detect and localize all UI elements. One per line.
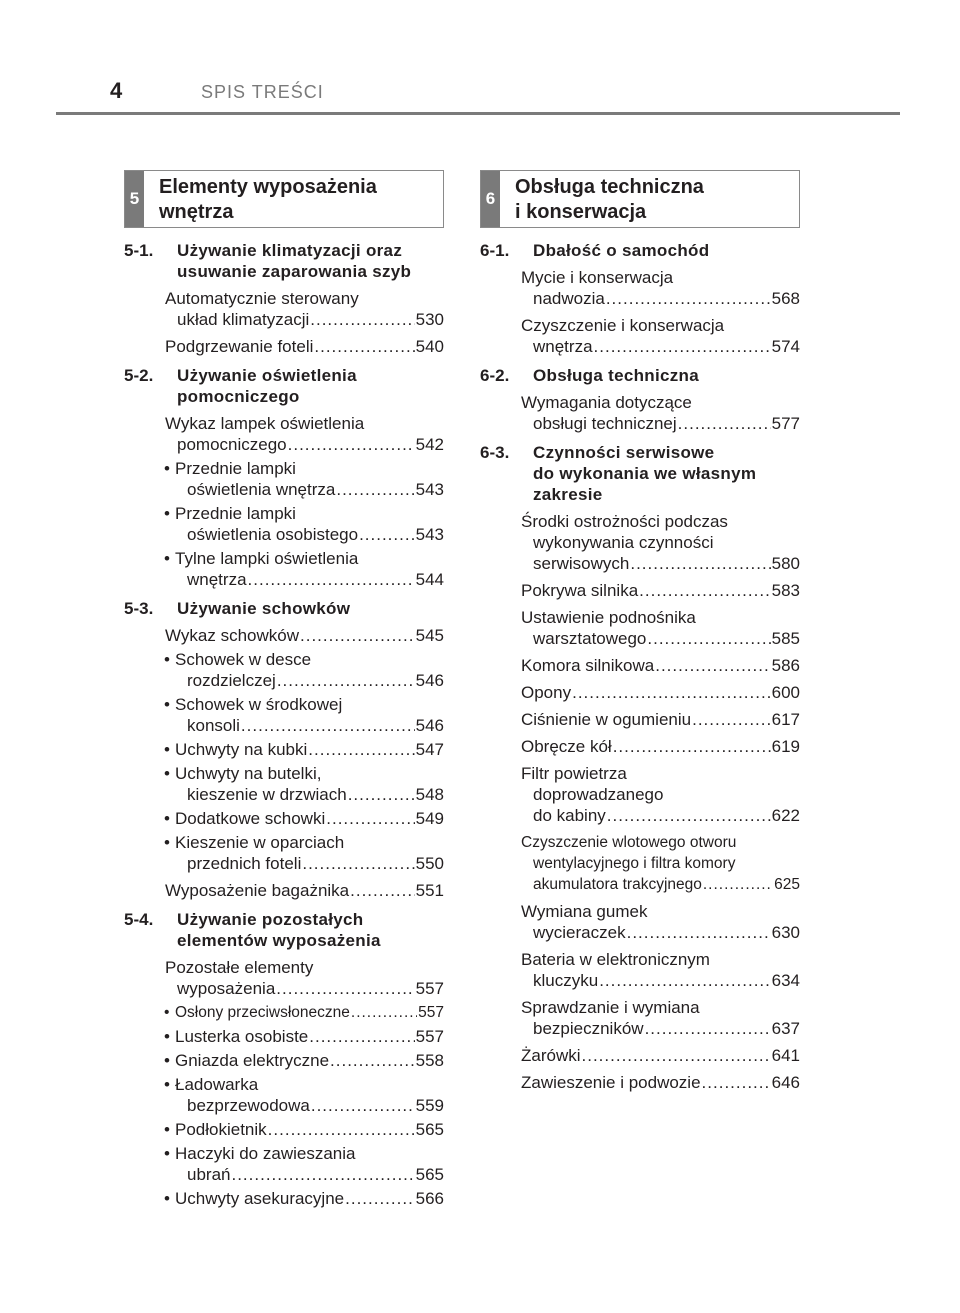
entry-line [165,413,444,434]
page-reference: 625 [774,876,800,893]
page-reference: 551 [415,881,444,900]
toc-entry [164,458,444,500]
dot-leader [655,655,770,676]
entry-line [165,957,444,978]
page-number: 4 [110,78,123,103]
entry-text: wyposażenia [177,979,276,998]
entry-line [521,315,800,336]
entry-text: wykonywania czynności [533,533,714,552]
toc-entry [521,901,800,943]
page-reference: 540 [415,337,444,356]
entry-line [521,288,800,309]
page-reference: 530 [415,310,444,329]
entry-text: konsoli [187,716,240,735]
dot-leader [645,1018,771,1039]
toc-entry [165,880,444,901]
entry-line [175,548,444,569]
entry-text: obsługi technicznej [533,414,677,433]
entry-text: Obręcze kół [521,737,612,756]
entry-line [521,949,800,970]
page-reference: 565 [415,1120,444,1139]
chapter-number: 6-1. [480,241,510,260]
toc-entry [521,580,800,601]
page-reference: 600 [771,683,800,702]
page-reference: 546 [415,671,444,690]
dot-leader [277,670,415,691]
bullet-icon: • [164,504,170,523]
entry-line [165,434,444,455]
entry-line [521,392,800,413]
entry-text: bezprzewodowa [187,1096,310,1115]
entry-line [175,832,444,853]
page-reference: 550 [415,854,444,873]
page-reference: 574 [771,337,800,356]
dot-leader [599,970,770,991]
dot-leader [613,736,771,757]
entry-text: rozdzielczej [187,671,276,690]
dot-leader [345,1188,415,1209]
entry-line [521,736,800,757]
entry-text: akumulatora trakcyjnego [533,876,702,893]
entry-line [175,1002,444,1023]
entry-line [175,1119,444,1140]
toc-entry [164,649,444,691]
page-reference: 580 [771,554,800,573]
toc-entry [164,1002,444,1023]
toc-entry [521,511,800,574]
entry-text: pomocniczego [177,435,287,454]
entry-text: kluczyku [533,971,599,990]
entry-line [521,413,800,434]
entry-text: Uchwyty asekuracyjne [175,1189,345,1208]
entry-line [175,479,444,500]
toc-entry [521,1045,800,1066]
dot-leader [348,784,415,805]
entry-text: Podgrzewanie foteli [165,337,314,356]
page-reference: 622 [771,806,800,825]
entry-text: Wykaz schowków [165,626,299,645]
toc-entry [165,413,444,455]
entry-line [521,1072,800,1093]
toc-entry [521,997,800,1039]
entry-text: Komora silnikowa [521,656,655,675]
entry-text: nadwozia [533,289,605,308]
chapter-heading [124,909,444,951]
entry-text: Ciśnienie w ogumieniu [521,710,692,729]
entry-text: układ klimatyzacji [177,310,310,329]
chapter-title: Używanie oświetlenia pomocniczego [177,366,357,406]
chapter-number: 6-2. [480,366,510,385]
toc-entry [165,625,444,646]
dot-leader [336,479,414,500]
entry-line [521,832,800,853]
dot-leader [302,853,414,874]
bullet-icon: • [164,1027,170,1046]
entry-text: bezpieczników [533,1019,644,1038]
section-number-tab: 5 [125,171,144,227]
chapter-heading [124,240,444,282]
entry-text: Wymiana gumek [521,902,648,921]
entry-line [165,336,444,357]
dot-leader [308,739,414,760]
entry-line [165,880,444,901]
page-reference: 557 [415,1027,444,1046]
entry-line [521,607,800,628]
toc-entry [165,336,444,357]
entry-line [521,997,800,1018]
toc-entry [521,736,800,757]
dot-leader [702,1072,771,1093]
entry-text: Żarówki [521,1046,581,1065]
entry-text: Pokrywa silnika [521,581,639,600]
toc-entry [521,763,800,826]
chapter-title: Używanie schowków [177,599,351,618]
dot-leader [692,709,771,730]
dot-leader [309,1026,414,1047]
toc-entry [521,1072,800,1093]
page-reference: 565 [415,1165,444,1184]
toc-column-section-6 [480,170,800,1093]
dot-leader [582,1045,771,1066]
toc-entry [521,267,800,309]
dot-leader [572,682,771,703]
page-title: SPIS TREŚCI [201,82,324,102]
page-reference: 543 [415,525,444,544]
section-title: Obsługa techniczna i konserwacja [515,176,704,223]
page-reference: 547 [415,740,444,759]
page-reference: 559 [415,1096,444,1115]
bullet-icon: • [164,459,170,478]
toc-entry [164,1188,444,1209]
entry-line [521,970,800,991]
toc-entry [164,503,444,545]
toc-entry [521,832,800,895]
entry-line [521,853,800,874]
entry-line [175,694,444,715]
entry-line [175,763,444,784]
entry-line [175,1143,444,1164]
page-reference: 637 [771,1019,800,1038]
entry-text: wentylacyjnego i filtra komory [533,855,736,872]
toc-entry [164,832,444,874]
dot-leader [276,978,414,999]
entry-text: ubrań [187,1165,231,1184]
toc-entry [164,694,444,736]
bullet-icon: • [164,1189,170,1208]
entry-text: Podłokietnik [175,1120,267,1139]
toc-entry [521,607,800,649]
chapter-heading [480,365,800,386]
dot-leader [350,880,414,901]
chapter-list [124,240,444,1209]
entry-text: Haczyki do zawieszania [175,1144,356,1163]
chapter-title: Czynności serwisowe do wykonania we własnym zakresie [533,443,757,504]
dot-leader [248,569,415,590]
dot-leader [300,625,415,646]
entry-line [175,1026,444,1047]
entry-text: Gniazda elektryczne [175,1051,330,1070]
dot-leader [703,874,773,895]
toc-entry [164,1074,444,1116]
entry-text: Czyszczenie wlotowego otworu [521,834,737,851]
entry-text: Wymagania dotyczące [521,393,692,412]
entry-text: Wyposażenie bagażnika [165,881,350,900]
page-reference: 630 [771,923,800,942]
entry-text: Pozostałe elementy [165,958,314,977]
page-reference: 546 [415,716,444,735]
entry-line [521,532,800,553]
chapter-title: Obsługa techniczna [533,366,699,385]
chapter-number: 6-3. [480,443,510,462]
bullet-icon: • [164,1120,170,1139]
toc-entry [165,288,444,330]
entry-text: wnętrza [533,337,593,356]
entry-line [165,288,444,309]
entry-text: Ładowarka [175,1075,259,1094]
entry-text: Czyszczenie i konserwacja [521,316,725,335]
dot-leader [607,805,771,826]
entry-text: Uchwyty na kubki [175,740,308,759]
entry-line [175,1095,444,1116]
entry-line [175,853,444,874]
toc-entry [165,957,444,999]
entry-line [175,458,444,479]
page-reference: 646 [771,1073,800,1092]
bullet-icon: • [164,1144,170,1163]
entry-text: Dodatkowe schowki [175,809,326,828]
page-reference: 558 [415,1051,444,1070]
toc-entry [164,763,444,805]
chapter-number: 5-4. [124,910,154,929]
toc-entry [521,682,800,703]
page-reference: 585 [771,629,800,648]
page-reference: 568 [771,289,800,308]
entry-line [165,978,444,999]
entry-text: Zawieszenie i podwozie [521,1073,701,1092]
page-reference: 557 [418,1004,444,1021]
entry-text: Środki ostrożności podczas [521,512,728,531]
entry-line [175,503,444,524]
page-reference: 548 [415,785,444,804]
entry-line [175,670,444,691]
toc-column-section-5 [124,170,444,1209]
dot-leader [310,309,414,330]
toc-entry [164,1143,444,1185]
entry-text: Filtr powietrza [521,764,627,783]
entry-line [175,715,444,736]
chapter-heading [480,240,800,261]
entry-text: oświetlenia wnętrza [187,480,336,499]
page-reference: 617 [771,710,800,729]
entry-line [521,763,800,784]
entry-line [521,628,800,649]
chapter-number: 5-1. [124,241,154,260]
bullet-icon: • [164,1004,170,1021]
entry-line [165,309,444,330]
dot-leader [647,628,770,649]
dot-leader [330,1050,415,1071]
section-number-tab: 6 [481,171,500,227]
toc-entry [521,949,800,991]
dot-leader [630,553,770,574]
dot-leader [606,288,771,309]
dot-leader [326,808,414,829]
page-reference: 542 [415,435,444,454]
toc-entry [521,709,800,730]
entry-text: oświetlenia osobistego [187,525,359,544]
page-header [0,0,960,120]
chapter-title: Używanie pozostałych elementów wyposażenia [177,910,381,950]
entry-line [175,1188,444,1209]
entry-text: Automatycznie sterowany [165,289,359,308]
entry-text: Mycie i konserwacja [521,268,674,287]
entry-text: Uchwyty na butelki, [175,764,322,783]
dot-leader [311,1095,415,1116]
page-reference: 557 [415,979,444,998]
bullet-icon: • [164,1075,170,1094]
page-reference: 566 [415,1189,444,1208]
dot-leader [359,524,415,545]
entry-line [521,901,800,922]
entry-text: Lusterka osobiste [175,1027,309,1046]
section-header [124,170,444,228]
entry-text: Wykaz lampek oświetlenia [165,414,365,433]
entry-line [521,511,800,532]
entry-line [165,625,444,646]
dot-leader [288,434,415,455]
entry-text: Przednie lampki [175,504,296,523]
entry-text: serwisowych [533,554,630,573]
bullet-icon: • [164,764,170,783]
entry-line [521,874,800,895]
bullet-icon: • [164,650,170,669]
entry-line [175,808,444,829]
entry-line [521,1018,800,1039]
entry-text: Schowek w środkowej [175,695,343,714]
entry-text: Przednie lampki [175,459,296,478]
toc-entry [164,808,444,829]
entry-line [175,524,444,545]
entry-text: Osłony przeciwsłoneczne [175,1004,350,1021]
entry-line [521,922,800,943]
entry-line [175,1050,444,1071]
entry-line [521,580,800,601]
entry-text: doprowadzanego [533,785,664,804]
entry-line [175,649,444,670]
bullet-icon: • [164,809,170,828]
page-reference: 577 [771,414,800,433]
entry-text: do kabiny [533,806,606,825]
entry-line [521,553,800,574]
chapter-list [480,240,800,1093]
page-reference: 641 [771,1046,800,1065]
entry-line [521,267,800,288]
section-title: Elementy wyposażenia wnętrza [159,176,377,223]
toc-entry [164,1050,444,1071]
dot-leader [314,336,414,357]
page-reference: 549 [415,809,444,828]
bullet-icon: • [164,1051,170,1070]
entry-text: Schowek w desce [175,650,312,669]
chapter-title: Używanie klimatyzacji oraz usuwanie zaparowania szyb [177,241,412,281]
entry-line [521,655,800,676]
page-reference: 543 [415,480,444,499]
toc-entry [164,1119,444,1140]
section-header [480,170,800,228]
chapter-number: 5-2. [124,366,154,385]
dot-leader [594,336,771,357]
entry-line [521,682,800,703]
dot-leader [241,715,415,736]
bullet-icon: • [164,695,170,714]
toc-entry [164,548,444,590]
entry-text: warsztatowego [533,629,647,648]
entry-text: wycieraczek [533,923,626,942]
entry-text: przednich foteli [187,854,302,873]
toc-entry [521,655,800,676]
entry-line [521,709,800,730]
entry-text: Sprawdzanie i wymiana [521,998,700,1017]
toc-entry [521,392,800,434]
dot-leader [639,580,770,601]
entry-line [521,784,800,805]
page-reference: 634 [771,971,800,990]
entry-line [521,336,800,357]
dot-leader [627,922,771,943]
entry-text: Kieszenie w oparciach [175,833,345,852]
entry-text: Bateria w elektronicznym [521,950,710,969]
dot-leader [268,1119,415,1140]
bullet-icon: • [164,549,170,568]
entry-line [175,569,444,590]
chapter-heading [480,442,800,505]
chapter-title: Dbałość o samochód [533,241,710,260]
bullet-icon: • [164,740,170,759]
entry-text: kieszenie w drzwiach [187,785,347,804]
page-reference: 619 [771,737,800,756]
entry-line [521,1045,800,1066]
dot-leader [678,413,771,434]
page-reference: 583 [771,581,800,600]
toc-entry [164,739,444,760]
entry-text: Tylne lampki oświetlenia [175,549,359,568]
page-reference: 586 [771,656,800,675]
entry-text: Ustawienie podnośnika [521,608,696,627]
entry-line [175,784,444,805]
chapter-heading [124,365,444,407]
toc-entry [521,315,800,357]
page-reference: 545 [415,626,444,645]
bullet-icon: • [164,833,170,852]
entry-line [175,1074,444,1095]
chapter-heading [124,598,444,619]
page-reference: 544 [415,570,444,589]
header-divider [56,112,900,115]
entry-line [175,1164,444,1185]
toc-entry [164,1026,444,1047]
dot-leader [231,1164,414,1185]
entry-line [521,805,800,826]
dot-leader [351,1002,417,1023]
chapter-number: 5-3. [124,599,154,618]
entry-text: wnętrza [187,570,247,589]
entry-text: Opony [521,683,572,702]
entry-line [175,739,444,760]
